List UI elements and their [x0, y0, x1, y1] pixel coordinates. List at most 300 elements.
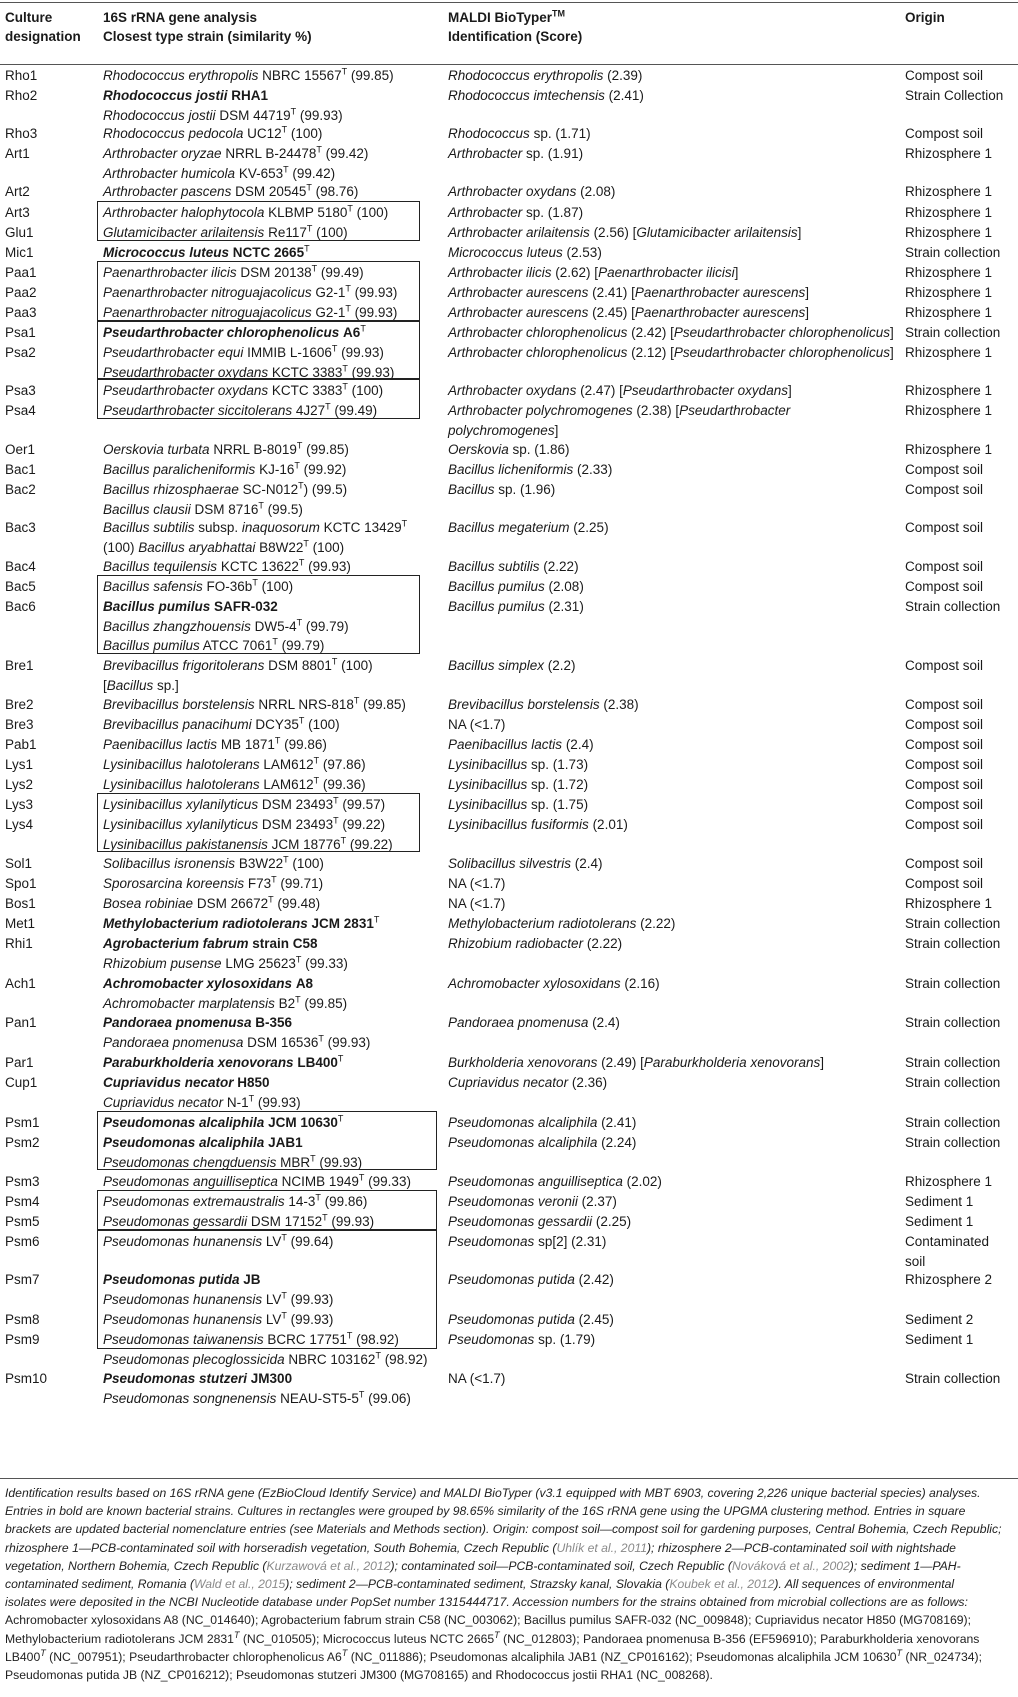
cell-line — [448, 1212, 898, 1232]
type-strain-superscript: T — [342, 363, 348, 373]
origin — [905, 715, 1018, 735]
text-span: DSM 20138 — [236, 265, 312, 280]
culture-designation: Lys3 — [5, 797, 34, 812]
maldi-identification — [448, 1212, 898, 1232]
cell-line — [103, 695, 438, 715]
type-strain-superscript: T — [303, 538, 309, 548]
type-strain-superscript: T — [283, 164, 289, 174]
text-span: (99.06) — [364, 1390, 411, 1406]
text-span: FO-36b — [202, 579, 253, 594]
text-span: (2.53) — [562, 245, 602, 260]
text-span: (NC_010505); Micrococcus luteus NCTC 2665 — [239, 1631, 495, 1646]
origin — [905, 480, 1018, 500]
text-span: JCM 18776 — [267, 836, 341, 852]
type-strain-superscript: T — [281, 1290, 287, 1300]
closest-type-strain — [103, 518, 438, 557]
text-span: (2.38) [ — [632, 403, 680, 418]
species-name: Paenibacillus lactis — [103, 737, 218, 752]
species-name: Arthrobacter halophytocola — [103, 205, 265, 220]
species-name: inaquosorum — [241, 520, 320, 535]
text-span: (99.93) — [327, 1214, 375, 1229]
reference-link[interactable]: Kurzawová et al., 2012 — [266, 1558, 391, 1573]
text-span: LV — [262, 1234, 282, 1249]
origin — [905, 283, 1018, 303]
maldi-identification — [448, 1232, 898, 1252]
text-span: MB 1871 — [217, 737, 275, 752]
text-span: Achromobacter xylosoxidans A8 (NC_014640); Agrobacterium fabrum strain C58 (NC_003062); Bacillus pumilus SAFR-032 (NC_009848); Cupriavidus necator H850 (MG708169); — [5, 1613, 971, 1628]
text-span: ). All sequences of environmental — [774, 1577, 955, 1592]
type-strain-superscript: T — [333, 815, 339, 826]
maldi-identification — [448, 1133, 898, 1153]
text-span: (99.85) — [302, 442, 349, 457]
cell-line — [103, 874, 438, 894]
text-span: DSM 16536 — [243, 1034, 319, 1050]
text-span: isolates were deposited in the NCBI Nucleotide database under PopSet number 1315444717. Accession numbers for the strains obtained from microbial collections are as follows: — [5, 1595, 968, 1610]
species-name: Arthrobacter aurescens — [448, 305, 589, 320]
maldi-identification — [448, 1172, 898, 1192]
text-span: ); contaminated soil—PCB-contaminated soil, Czech Republic ( — [390, 1558, 732, 1573]
origin — [905, 182, 1018, 202]
species-name: Solibacillus isronensis — [103, 856, 236, 871]
strain-name-bold: B-356 — [255, 1015, 293, 1030]
species-name: Arthrobacter oxydans — [448, 383, 577, 398]
strain-name-bold: A6 — [343, 325, 361, 340]
text-span: NEAU-ST5-5 — [276, 1390, 359, 1406]
species-name: Oerskovia — [448, 442, 509, 457]
origin — [905, 1310, 1018, 1330]
text-span: (99.93) — [350, 305, 398, 320]
origin-text: Sediment 1 — [905, 1332, 974, 1347]
species-name: Bacillus megaterium — [448, 520, 570, 535]
type-strain-superscript: T — [401, 518, 408, 529]
species-name: Glutamicibacter arilaitensis — [103, 225, 265, 240]
text-span: NA (<1.7) — [448, 876, 506, 891]
text-span: (99.86) — [320, 1194, 368, 1209]
origin — [905, 1270, 1018, 1290]
text-span: rhizosphere 1—PCB-contaminated soil with horseradish vegetation, South Bohemia, Czech Republic ( — [5, 1540, 557, 1555]
text-span: LAM612 — [259, 757, 314, 772]
text-span: ATCC 7061 — [199, 638, 273, 653]
closest-type-strain — [103, 557, 438, 577]
strain-name-bold: A8 — [295, 976, 314, 991]
origin-text: Contaminated — [905, 1234, 990, 1249]
type-strain-superscript: T — [248, 1093, 255, 1103]
text-span: sp.] — [153, 677, 179, 693]
maldi-identification — [448, 735, 898, 755]
origin-text: Compost soil — [905, 777, 984, 792]
origin — [905, 597, 1018, 617]
cell-line — [103, 775, 438, 795]
text-span: NA (<1.7) — [448, 1371, 506, 1386]
text-span: (100) — [103, 539, 139, 555]
cell-line — [103, 182, 438, 202]
type-strain-superscript: T — [295, 994, 301, 1004]
species-name: Rhodococcus erythropolis — [448, 68, 604, 83]
origin-text: Rhizosphere 1 — [905, 184, 993, 199]
species-name: Arthrobacter oryzae — [103, 146, 222, 161]
cell-line — [103, 1073, 438, 1093]
text-span: ] — [890, 345, 894, 360]
culture-designation: Cup1 — [5, 1075, 38, 1090]
type-strain-superscript: T — [272, 636, 278, 647]
type-strain-superscript: T — [347, 203, 353, 214]
text-span: brackets are updated bacterial nomenclature entries (see Materials and Methods section). Origin: compost soil—compost soil for gardening purposes, Central Bohemia, Czech Republic; — [5, 1522, 1002, 1537]
footnote-line — [5, 1575, 1013, 1593]
maldi-identification — [448, 66, 898, 86]
maldi-identification — [448, 974, 898, 994]
text-span: (2.42) — [574, 1272, 614, 1287]
maldi-identification — [448, 1330, 898, 1350]
maldi-identification — [448, 223, 898, 243]
origin — [905, 401, 1018, 421]
origin-text: Sediment 2 — [905, 1312, 974, 1327]
culture-designation: Rhi1 — [5, 936, 33, 951]
type-strain-superscript: T — [375, 1350, 381, 1360]
origin — [905, 1330, 1018, 1350]
species-name: Bacillus safensis — [103, 579, 203, 594]
table-footnote — [5, 1484, 1013, 1684]
origin — [905, 577, 1018, 597]
reference-link[interactable]: Wald et al., 2015 — [194, 1577, 286, 1592]
origin-text: Strain collection — [905, 1015, 1001, 1030]
table-top-rule — [0, 2, 1018, 3]
text-span: (100) — [287, 126, 323, 141]
species-name: Lysinibacillus — [448, 797, 528, 812]
cell-line — [448, 695, 898, 715]
origin-text: Strain collection — [905, 245, 1001, 260]
maldi-identification — [448, 343, 898, 363]
type-strain-superscript: T — [341, 66, 348, 77]
cell-line — [103, 243, 438, 263]
text-span: (2.4) — [571, 856, 603, 871]
culture-designation: Bac4 — [5, 559, 36, 574]
species-name: Bacillus — [106, 677, 154, 693]
cell-line — [448, 894, 898, 914]
species-name: Lysinibacillus — [448, 757, 528, 772]
text-span: (99.64) — [286, 1234, 334, 1249]
origin — [905, 343, 1018, 363]
text-span: NBRC 103162 — [284, 1351, 376, 1367]
origin — [905, 735, 1018, 755]
type-strain-superscript: T — [337, 1113, 344, 1124]
text-span: SC-N012 — [238, 482, 299, 497]
type-strain-superscript: T — [306, 223, 313, 234]
species-name: Pseudomonas chengduensis — [103, 1154, 277, 1170]
species-name: Lysinibacillus pakistanensis — [103, 836, 268, 852]
cluster-box-bac5-bac6 — [97, 575, 420, 654]
type-strain-superscript: T — [325, 401, 331, 412]
closest-type-strain — [103, 974, 438, 1013]
maldi-identification — [448, 460, 898, 480]
strain-name-bold: Pseudomonas stutzeri — [103, 1371, 251, 1386]
text-span: (2.12) [ — [627, 345, 674, 360]
species-name: Burkholderia xenovorans — [448, 1055, 598, 1070]
origin — [905, 303, 1018, 323]
culture-designation: Lys1 — [5, 757, 34, 772]
text-span: B2 — [274, 995, 296, 1011]
origin — [905, 914, 1018, 934]
type-strain-superscript: T — [358, 1172, 365, 1183]
cell-line — [448, 597, 898, 617]
cell-line — [103, 124, 438, 144]
reference-link[interactable]: Uhlík et al., 2011 — [556, 1540, 647, 1555]
text-span: (100) — [308, 539, 345, 555]
cell-line — [448, 1053, 898, 1073]
header-bottom-rule — [0, 64, 1018, 65]
culture-designation: Rho1 — [5, 68, 38, 83]
text-span: (100) — [337, 658, 373, 673]
text-span: (2.42) [ — [627, 325, 674, 340]
origin — [905, 894, 1018, 914]
text-span: (2.22) — [636, 916, 676, 931]
text-span: NBRC 15567 — [258, 68, 342, 83]
species-name: Pseudomonas songnenensis — [103, 1390, 277, 1406]
maldi-identification — [448, 203, 898, 223]
text-span: (2.36) — [568, 1075, 608, 1090]
closest-type-strain — [103, 243, 438, 263]
text-span: LV — [262, 1312, 282, 1327]
cell-line — [103, 144, 438, 164]
species-name: Lysinibacillus xylanilyticus — [103, 797, 259, 812]
text-span: (NC_007951); Pseudarthrobacter chlorophenolicus A6 — [45, 1649, 342, 1664]
cell-line — [448, 1073, 898, 1093]
maldi-identification — [448, 934, 898, 954]
species-name: Arthrobacter oxydans — [448, 184, 577, 199]
closest-type-strain — [103, 1172, 438, 1192]
type-strain-superscript: T — [311, 263, 318, 274]
text-span: DSM 44719 — [215, 107, 291, 123]
species-name: Paenarthrobacter aurescens — [634, 305, 806, 320]
cell-line — [103, 1093, 438, 1113]
origin — [905, 1369, 1018, 1389]
species-name: Pseudarthrobacter chlorophenolicus — [673, 345, 891, 360]
header-text: Identification (Score) — [448, 29, 583, 44]
origin-text: Sediment 1 — [905, 1194, 974, 1209]
origin-text: Compost soil — [905, 697, 984, 712]
cell-line — [448, 557, 898, 577]
culture-designation: Lys2 — [5, 777, 34, 792]
culture-designation: Psm2 — [5, 1135, 40, 1150]
text-span: vegetation, Northern Bohemia, Czech Republic ( — [5, 1558, 267, 1573]
origin-text: Rhizosphere 1 — [905, 285, 993, 300]
text-span: sp. (1.73) — [527, 757, 589, 772]
text-span: (100) — [312, 225, 348, 240]
culture-designation: Psm6 — [5, 1234, 40, 1249]
text-span: (99.93) — [337, 345, 384, 360]
text-span: DSM 20545 — [231, 184, 307, 199]
text-span: (99.22) — [346, 836, 393, 852]
cell-line — [448, 1232, 898, 1252]
cell-line — [103, 934, 438, 954]
origin-text: Rhizosphere 1 — [905, 345, 993, 360]
species-name: Pseudomonas hunanensis — [103, 1291, 263, 1307]
text-span: 14-3 — [284, 1194, 316, 1209]
cell-line — [103, 755, 438, 775]
cell-line — [448, 401, 898, 421]
culture-designation: Psm1 — [5, 1115, 40, 1130]
text-span: (99.22) — [338, 817, 386, 832]
cell-line — [103, 656, 438, 676]
type-strain-superscript: T — [494, 1629, 500, 1640]
type-strain-superscript: T — [345, 283, 351, 294]
text-span: (99.85) — [347, 68, 394, 83]
species-name: Arthrobacter arilaitensis — [448, 225, 590, 240]
text-span: ); sediment 1—PAH- — [849, 1558, 961, 1573]
text-span: (2.02) — [622, 1174, 662, 1189]
type-strain-superscript: T — [318, 1033, 324, 1043]
culture-designation: Rho2 — [5, 88, 38, 103]
cell-line — [448, 518, 898, 538]
maldi-identification — [448, 303, 898, 323]
closest-type-strain — [103, 86, 438, 125]
cell-line — [448, 283, 898, 303]
origin-text: Compost soil — [905, 817, 984, 832]
text-span: (2.22) — [583, 936, 623, 951]
text-span: (2.39) — [603, 68, 643, 83]
cell-line — [448, 795, 898, 815]
species-name: Rhizobium pusense — [103, 955, 222, 971]
origin — [905, 124, 1018, 144]
text-span: (98.92) — [380, 1351, 428, 1367]
text-span: subsp. — [194, 520, 242, 535]
type-strain-superscript: T — [313, 755, 320, 766]
closest-type-strain — [103, 715, 438, 735]
species-name: Rhodococcus jostii — [103, 107, 216, 123]
origin-text: Rhizosphere 1 — [905, 442, 993, 457]
maldi-identification — [448, 401, 898, 440]
origin — [905, 974, 1018, 994]
origin — [905, 1192, 1018, 1212]
maldi-identification — [448, 263, 898, 283]
type-strain-superscript: T — [281, 124, 288, 135]
footnote-line — [5, 1502, 1013, 1520]
strain-name-bold: JM300 — [250, 1371, 293, 1386]
header-text: 16S rRNA gene analysis — [103, 10, 258, 25]
text-span: contaminated sediment, Romania ( — [5, 1577, 195, 1592]
text-span: (NC_011886); Pseudomonas alcaliphila JAB1 (NZ_CP016162); Pseudomonas alcaliphila JCM 10630 — [347, 1649, 897, 1664]
type-strain-superscript: T — [333, 795, 339, 806]
culture-designation: Psm4 — [5, 1194, 40, 1209]
text-span: (2.08) — [576, 184, 616, 199]
reference-link[interactable]: Nováková et al., 2002 — [731, 1558, 850, 1573]
text-span: Methylobacterium radiotolerans JCM 2831 — [5, 1631, 234, 1646]
culture-designation: Psm10 — [5, 1371, 48, 1386]
cell-line — [448, 381, 898, 401]
culture-designation: Pab1 — [5, 737, 37, 752]
text-span: (99.5) — [263, 501, 303, 517]
text-span: (2.25) — [569, 520, 609, 535]
type-strain-superscript: T — [341, 1647, 348, 1658]
maldi-identification — [448, 124, 898, 144]
reference-link[interactable]: Koubek et al., 2012 — [669, 1577, 775, 1592]
culture-designation: Spo1 — [5, 876, 37, 891]
origin — [905, 381, 1018, 401]
origin-text: Compost soil — [905, 126, 984, 141]
text-span: (99.93) — [315, 1154, 363, 1170]
text-span: KV-653 — [235, 165, 284, 181]
culture-designation: Bac3 — [5, 520, 36, 535]
cell-line — [448, 303, 898, 323]
cell-line — [103, 954, 438, 974]
origin-text: Sediment 1 — [905, 1214, 974, 1229]
species-name: Pseudomonas hunanensis — [103, 1234, 263, 1249]
type-strain-superscript: T — [298, 480, 304, 491]
cell-line — [103, 894, 438, 914]
maldi-identification — [448, 815, 898, 835]
cluster-box-art3-glu1 — [97, 201, 420, 241]
culture-designation: Psa2 — [5, 345, 36, 360]
species-name: Pseudarthrobacter equi — [103, 345, 244, 360]
text-span: sp. (1.71) — [529, 126, 591, 141]
text-span: (99.93) — [286, 1312, 334, 1327]
origin-text: Strain collection — [905, 1055, 1001, 1070]
strain-name-bold: Pseudomonas putida — [103, 1272, 244, 1287]
species-name: Bacillus rhizosphaerae — [103, 482, 239, 497]
text-span: DSM 26672 — [193, 896, 269, 911]
culture-designation: Par1 — [5, 1055, 34, 1070]
culture-designation: Pan1 — [5, 1015, 37, 1030]
cell-line — [103, 1033, 438, 1053]
culture-designation: Paa1 — [5, 265, 37, 280]
origin-text: Rhizosphere 1 — [905, 383, 993, 398]
species-name: Lysinibacillus halotolerans — [103, 757, 260, 772]
origin — [905, 518, 1018, 538]
text-span: (2.45) — [574, 1312, 614, 1327]
header-text: MALDI BioTyper — [448, 10, 552, 25]
text-span: ] — [805, 305, 809, 320]
type-strain-superscript: T — [360, 323, 366, 334]
footnote-line — [5, 1539, 1013, 1557]
maldi-identification — [448, 1192, 898, 1212]
text-span: sp. (1.91) — [522, 146, 584, 161]
header-text: designation — [5, 29, 81, 44]
type-strain-superscript: T — [295, 954, 302, 964]
text-span: Re117 — [264, 225, 307, 240]
footnote-line — [5, 1520, 1013, 1538]
type-strain-superscript: T — [331, 656, 338, 667]
text-span: (2.49) [ — [597, 1055, 644, 1070]
type-strain-superscript: T — [298, 715, 305, 726]
table-bottom-rule — [0, 1478, 1018, 1479]
culture-designation: Psm3 — [5, 1174, 40, 1189]
maldi-identification — [448, 381, 898, 401]
origin-text: Strain collection — [905, 936, 1001, 951]
origin-text: Compost soil — [905, 856, 984, 871]
cluster-box-psa1-psa2 — [97, 321, 420, 379]
cell-line — [103, 735, 438, 755]
text-span: ] — [805, 285, 809, 300]
text-span: DW5-4 — [250, 618, 297, 634]
cell-line — [103, 500, 438, 520]
text-span: (99.93) — [304, 559, 351, 574]
text-span: sp[2] (2.31) — [534, 1234, 607, 1249]
origin-text: Rhizosphere 1 — [905, 403, 993, 418]
text-span: KCTC 13429 — [319, 520, 402, 535]
maldi-identification — [448, 656, 898, 676]
species-name: Bacillus subtilis — [448, 559, 540, 574]
closest-type-strain — [103, 1369, 438, 1408]
type-strain-superscript: T — [316, 144, 322, 155]
culture-designation: Bac2 — [5, 482, 36, 497]
culture-designation: Rho3 — [5, 126, 38, 141]
text-span: KJ-16 — [255, 462, 295, 477]
text-span: Entries in bold are known bacterial strains. Cultures in rectangles were grouped by 98.65% similarity of the 16S rRNA gene using the UPGMA clustering method. Entries in square — [5, 1504, 966, 1519]
text-span: (99.33) — [301, 955, 348, 971]
species-name: Pseudarthrobacter oxydans — [103, 383, 269, 398]
strain-name-bold: JAB1 — [268, 1135, 303, 1150]
text-span: NCIMB 1949 — [277, 1174, 359, 1189]
text-span: LMG 25623 — [221, 955, 296, 971]
